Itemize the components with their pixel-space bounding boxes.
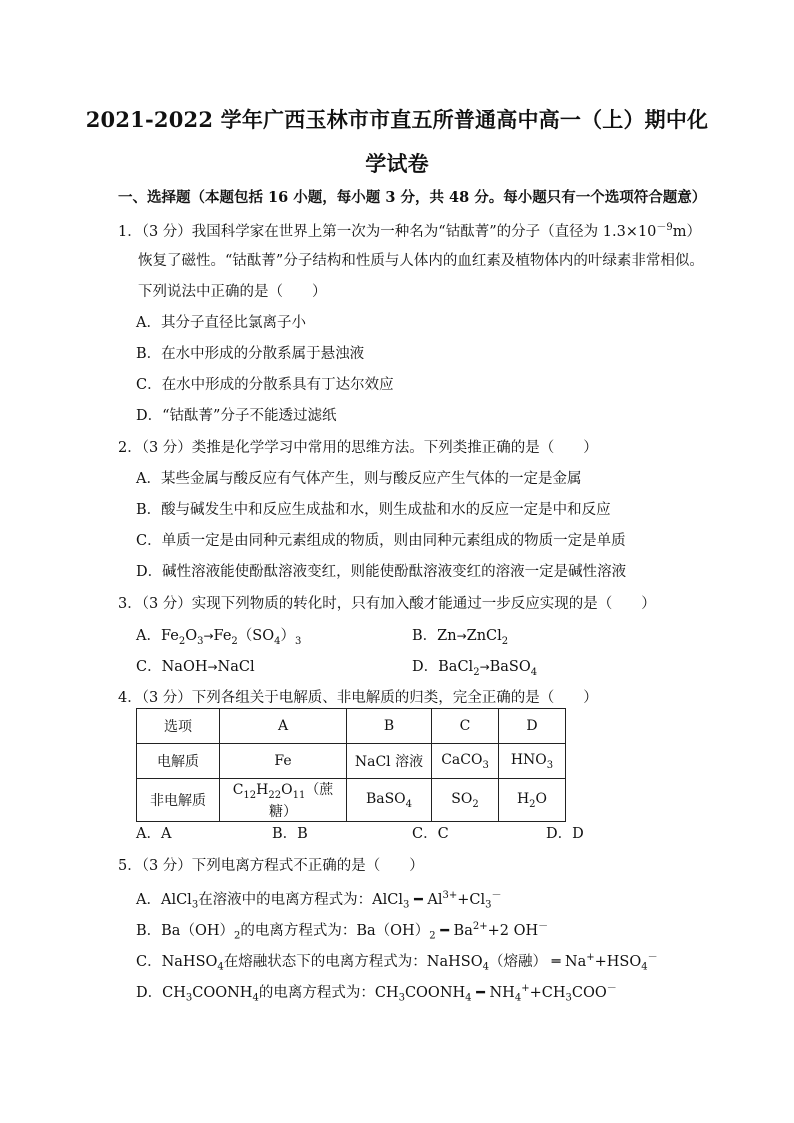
q5-option-d: D．$CH_3COONH_4$的电离方程式为：$CH_3COONH_4$ ━ $NH_4^++CH_3COO^-$ <box>136 983 617 1004</box>
page-title-line-1: 2021-2022 学年广西玉林市市直五所普通高中高一（上）期中化 <box>85 107 709 132</box>
table-header-cell: C <box>432 709 499 744</box>
table-row <box>137 744 566 779</box>
q1-stem-line-3: 下列说法中正确的是（ ） <box>138 284 327 300</box>
q3-stem: 3．（3 分）实现下列物质的转化时，只有加入酸才能通过一步反应实现的是（ ） <box>118 596 656 612</box>
q1-option-b: B．在水中形成的分散系属于悬浊液 <box>136 346 365 362</box>
q4-option-a: A．A <box>136 826 172 842</box>
arrow-icon: → <box>479 660 490 674</box>
table-header-cell: B <box>347 709 432 744</box>
table-header-cell: D <box>499 709 566 744</box>
q4-option-c: C．C <box>412 826 449 842</box>
table-cell: $HNO_3$ <box>499 744 566 779</box>
q1-option-c: C．在水中形成的分散系具有丁达尔效应 <box>136 377 394 393</box>
table-cell: $C_{12}H_{22}O_{11}$（蔗糖） <box>220 779 347 822</box>
q4-option-b: B．B <box>272 826 308 842</box>
q3-option-c: C．NaOH→NaCl <box>136 659 255 675</box>
q1-stem-line-1: 1．（3 分）我国科学家在世界上第一次为一种名为“钴酞菁”的分子（直径为 $1.3\times 10^{-9}m$） <box>118 222 702 240</box>
equals-icon: ━ <box>440 922 449 939</box>
q3-option-a: A．$Fe_2O_3\to Fe_2(SO_4)_3$ <box>136 628 302 647</box>
q3-option-d: D．BaCl$_2$→BaSO$_4$ <box>412 659 538 678</box>
arrow-icon: → <box>456 629 467 643</box>
q2-option-b: B．酸与碱发生中和反应生成盐和水，则生成盐和水的反应一定是中和反应 <box>136 502 611 518</box>
table-row <box>137 709 566 744</box>
table-cell: BaSO$_4$ <box>347 779 432 822</box>
table-header-cell: A <box>220 709 347 744</box>
table-cell: 电解质 <box>137 744 220 779</box>
q2-option-a: A．某些金属与酸反应有气体产生，则与酸反应产生气体的一定是金属 <box>136 471 582 487</box>
table-row <box>137 779 566 822</box>
q4-option-d: D．D <box>546 826 584 842</box>
q2-option-d: D．碱性溶液能使酚酞溶液变红，则能使酚酞溶液变红的溶液一定是碱性溶液 <box>136 564 627 580</box>
q5-option-b: B．$Ba(OH)_2$的电离方程式为：$Ba(OH)_2$ ━ $Ba^{2+}+2$ OH－ <box>136 921 549 942</box>
q4-table <box>136 708 566 822</box>
q1-option-a: A．其分子直径比氯离子小 <box>136 315 306 331</box>
equals-icon: ━ <box>476 984 485 1001</box>
q4-stem: 4．（3 分）下列各组关于电解质、非电解质的归类，完全正确的是（ ） <box>118 690 598 706</box>
table-cell: 非电解质 <box>137 779 220 822</box>
arrow-icon: → <box>203 629 214 643</box>
table-cell: CaCO$_3$ <box>432 744 499 779</box>
page-title-line-2: 学试卷 <box>365 151 429 176</box>
q3-option-b: B．Zn→ZnCl$_2$ <box>412 628 509 647</box>
arrow-icon: → <box>207 660 218 674</box>
q2-stem: 2．（3 分）类推是化学学习中常用的思维方法。下列类推正确的是（ ） <box>118 440 598 456</box>
equals-icon: ═ <box>551 953 561 970</box>
q1-option-d: D．“钴酞菁”分子不能透过滤纸 <box>136 408 337 424</box>
equals-icon: ━ <box>414 891 423 908</box>
q5-option-c: C．NaHSO$_4$在熔融状态下的电离方程式为：NaHSO$_4$（熔融） ═ $Na^++HSO_4^-$ <box>136 952 658 973</box>
q5-option-a: A．AlCl$_3$在溶液中的电离方程式为：AlCl$_3$ ━ $Al^{3+}+Cl_3^-$ <box>136 890 502 911</box>
table-cell: Fe <box>220 744 347 779</box>
table-cell: NaCl 溶液 <box>347 744 432 779</box>
table-header-cell: 选项 <box>137 709 220 744</box>
q5-stem: 5．（3 分）下列电离方程式不正确的是（ ） <box>118 858 424 874</box>
q1-stem-line-2: 恢复了磁性。“钴酞菁”分子结构和性质与人体内的血红素及植物体内的叶绿素非常相似。 <box>138 253 704 269</box>
table-cell: $SO_2$ <box>432 779 499 822</box>
section-heading: 一、选择题（本题包括 16 小题，每小题 3 分，共 48 分。每小题只有一个选项符合题意） <box>118 189 707 206</box>
table-cell: $H_2O$ <box>499 779 566 822</box>
q2-option-c: C．单质一定是由同种元素组成的物质，则由同种元素组成的物质一定是单质 <box>136 533 626 549</box>
